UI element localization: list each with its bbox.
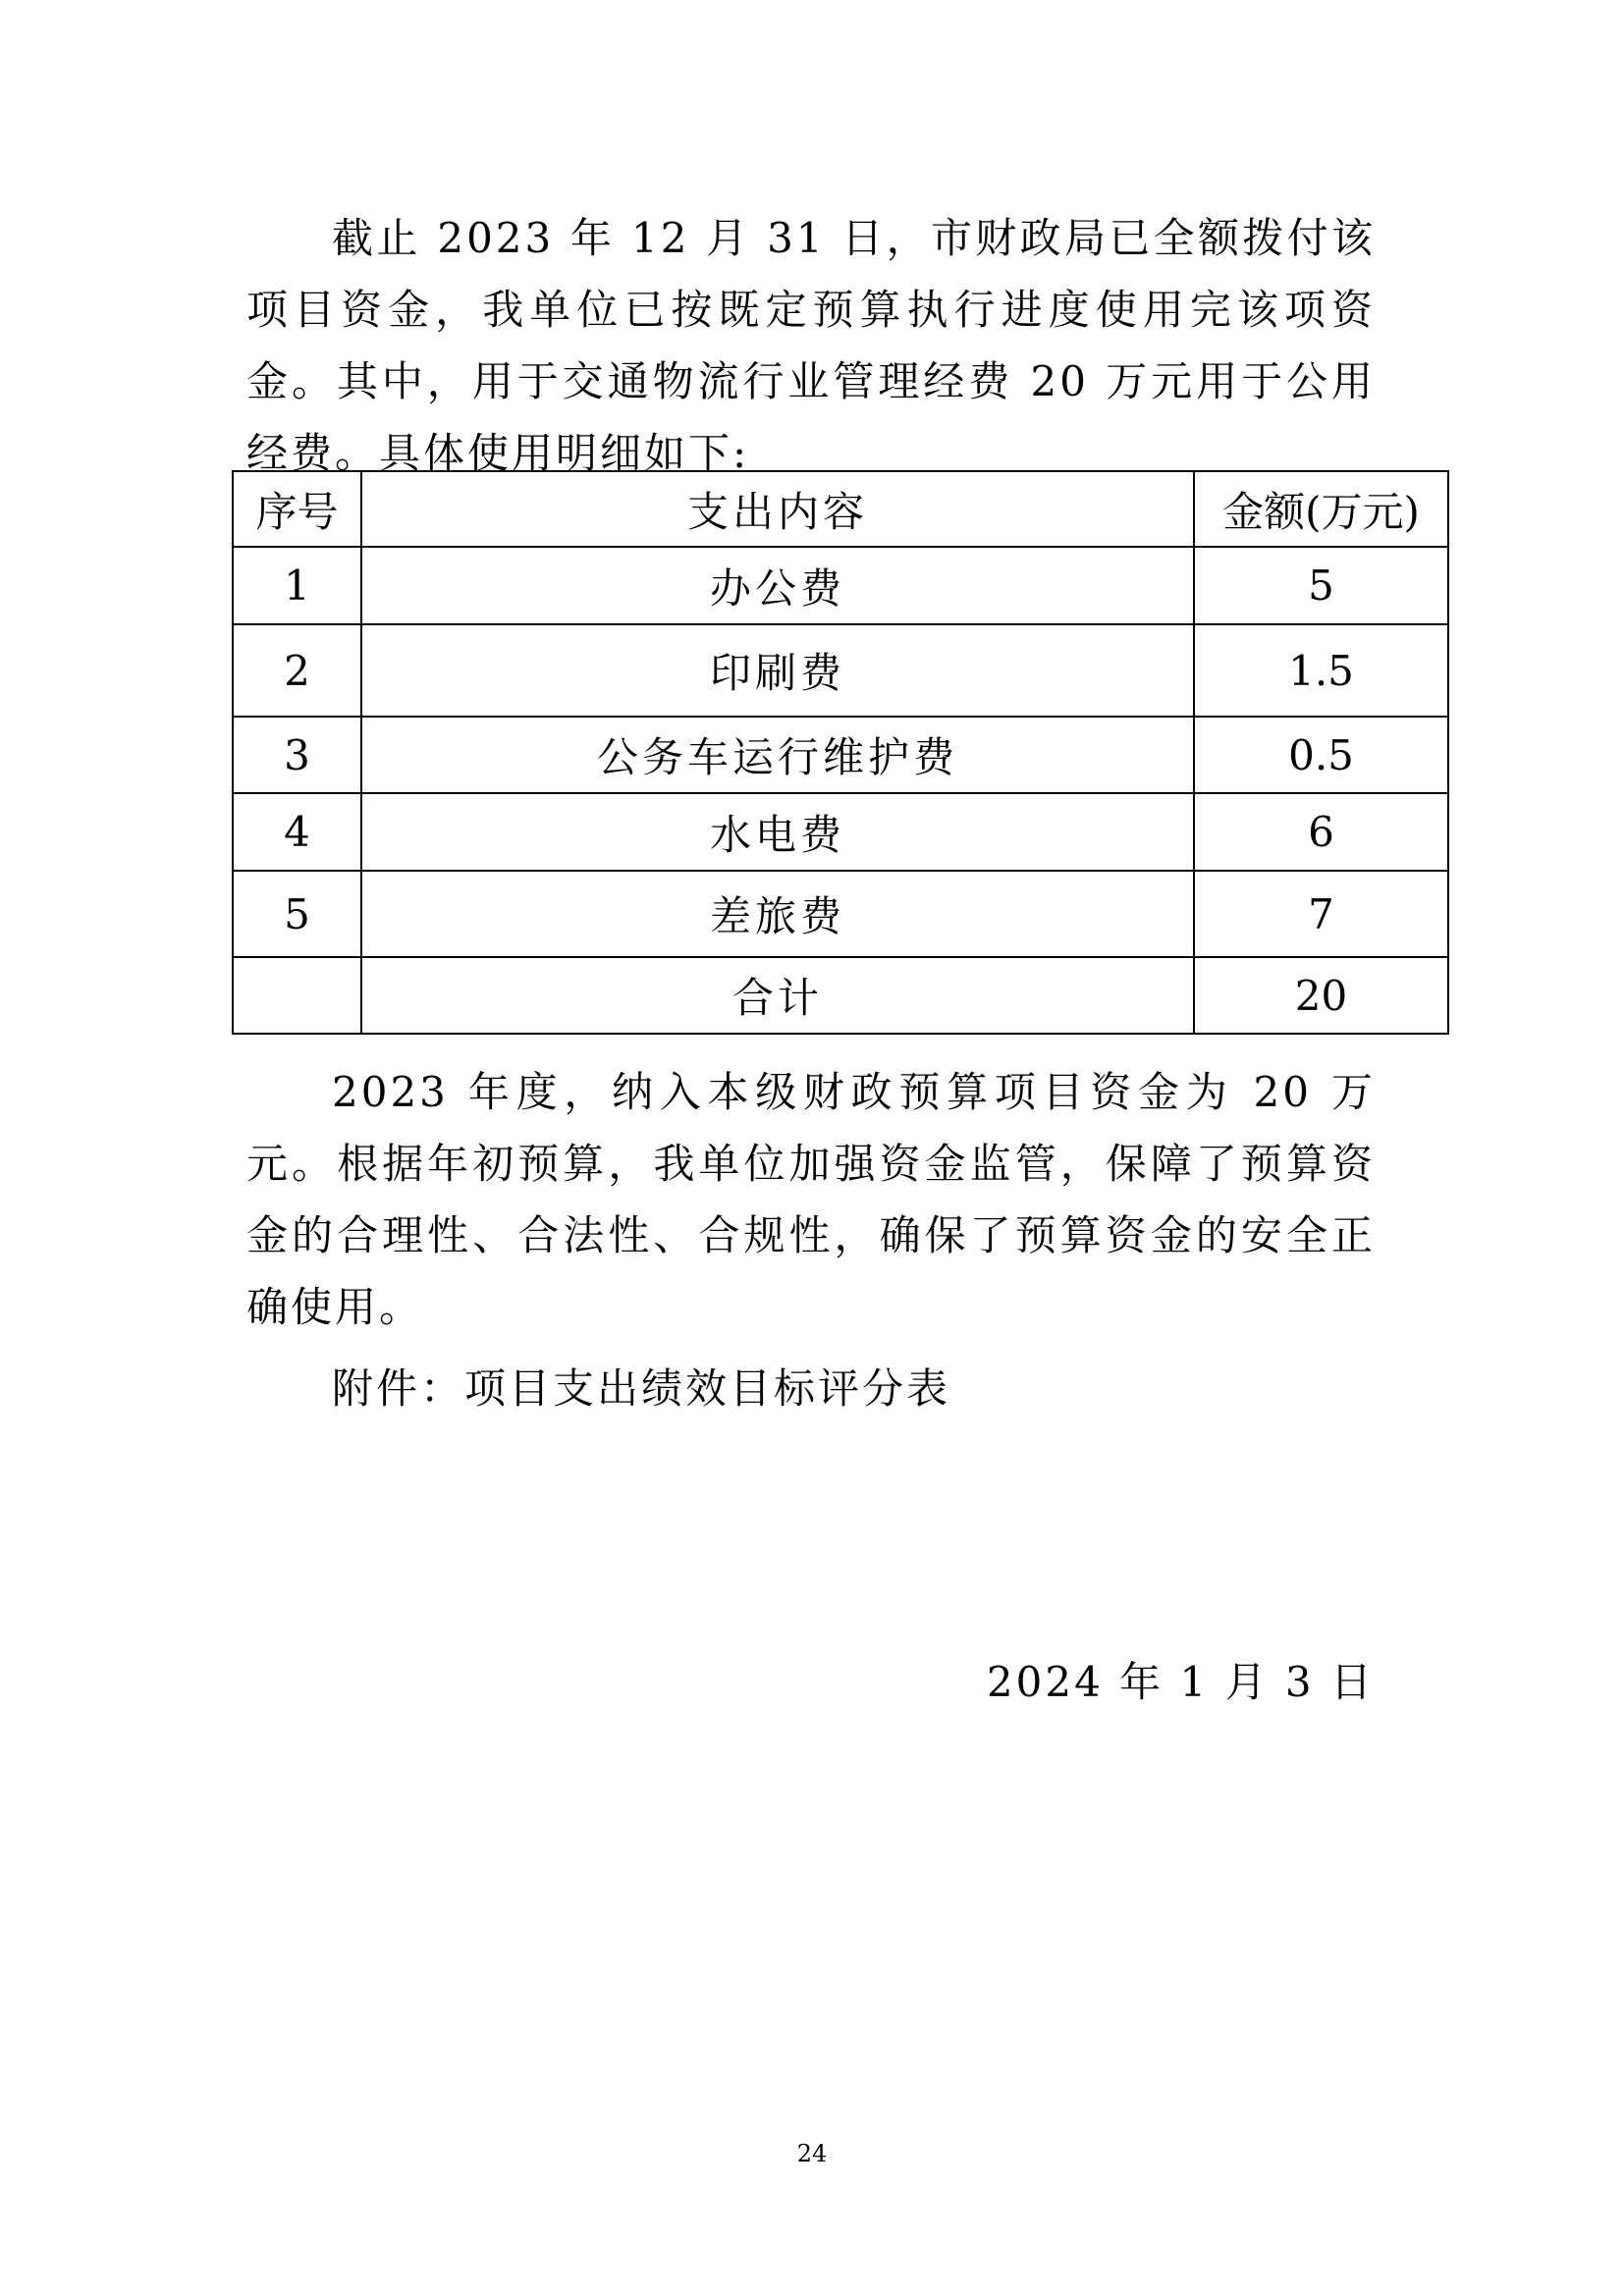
table-row	[233, 547, 1448, 624]
paragraph-budget-summary: 2023 年度，纳入本级财政预算项目资金为 20 万元。根据年初预算，我单位加强资金监管，保障了预算资金的合理性、合法性、合规性，确保了预算资金的安全正确使用。	[246, 1068, 1376, 1331]
table-row	[233, 793, 1448, 871]
page-number: 24	[796, 2140, 828, 2167]
header-no: 序号	[233, 471, 361, 547]
row-amount: 0.5	[1194, 717, 1448, 793]
row-item: 差旅费	[361, 871, 1194, 957]
expense-table	[232, 470, 1449, 1035]
table-row	[233, 871, 1448, 957]
table-total-row	[233, 957, 1448, 1034]
total-label: 合计	[361, 957, 1194, 1034]
row-amount: 5	[1194, 547, 1448, 624]
row-item: 公务车运行维护费	[361, 717, 1194, 793]
paragraph-funding-status: 截止 2023 年 12 月 31 日，市财政局已全额拨付该项目资金，我单位已按既定预算执行进度使用完该项资金。其中，用于交通物流行业管理经费 20 万元用于公用经费。具体使用明细如下:	[246, 214, 1376, 477]
table-header-row	[233, 471, 1448, 547]
row-no: 5	[233, 871, 361, 957]
row-amount: 1.5	[1194, 624, 1448, 717]
row-no: 1	[233, 547, 361, 624]
row-item: 办公费	[361, 547, 1194, 624]
row-no: 4	[233, 793, 361, 871]
table-row	[233, 717, 1448, 793]
row-amount: 6	[1194, 793, 1448, 871]
table-row	[233, 624, 1448, 717]
total-no	[233, 957, 361, 1034]
row-item: 印刷费	[361, 624, 1194, 717]
document-date: 2024 年 1 月 3 日	[986, 1658, 1375, 1706]
total-amount: 20	[1194, 957, 1448, 1034]
header-item: 支出内容	[361, 471, 1194, 547]
row-no: 2	[233, 624, 361, 717]
row-item: 水电费	[361, 793, 1194, 871]
row-amount: 7	[1194, 871, 1448, 957]
row-no: 3	[233, 717, 361, 793]
header-amount: 金额(万元)	[1194, 471, 1448, 547]
attachment-note: 附件：项目支出绩效目标评分表	[332, 1364, 951, 1413]
